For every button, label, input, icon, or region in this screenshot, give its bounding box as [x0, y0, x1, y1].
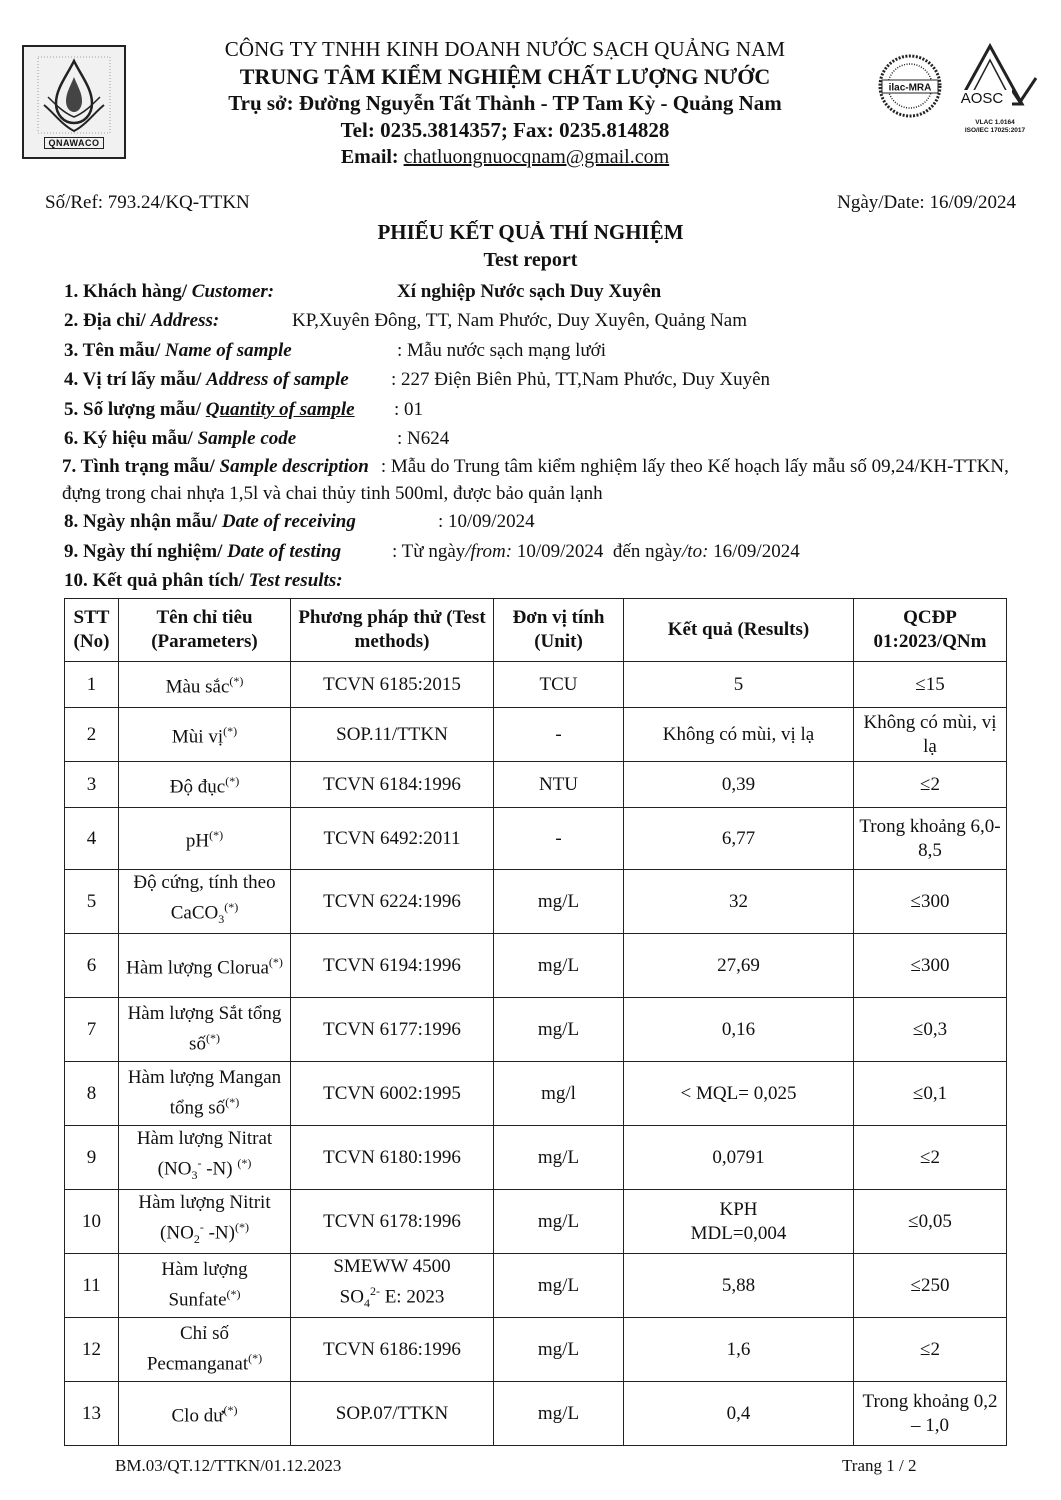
row-number: 10	[65, 1190, 119, 1254]
unit: mg/L	[494, 998, 624, 1062]
row-number: 1	[65, 662, 119, 708]
table-row	[65, 870, 1007, 934]
result-value: Không có mùi, vị lạ	[624, 708, 854, 762]
qnawaco-logo-text: QNAWACO	[44, 137, 103, 149]
accredited-mark: (*)	[268, 955, 283, 970]
row-number: 7	[65, 998, 119, 1062]
row-number: 12	[65, 1318, 119, 1382]
accredited-mark: (*)	[205, 1031, 220, 1046]
row-number: 3	[65, 762, 119, 808]
test-method: TCVN 6194:1996	[291, 934, 494, 998]
info-sample-name: 3. Tên mẫu/ Name of sample : Mẫu nước sạch mạng lưới	[64, 336, 1024, 365]
ilac-mra-icon	[876, 50, 944, 122]
row-number: 8	[65, 1062, 119, 1126]
parameter-name: Hàm lượng Sắt tổng số(*)	[119, 998, 291, 1062]
report-date: Ngày/Date: 16/09/2024	[837, 192, 1016, 213]
info-description: 7. Tình trạng mẫu/ Sample description : Mẫu do Trung tâm kiểm nghiệm lấy theo Kế hoạch lấy mẫu số 09,24/KH-TTKN, đựng trong chai nhựa 1,5l và chai thủy tinh 500ml, được bảo quản lạnh	[62, 456, 1009, 505]
unit: mg/l	[494, 1062, 624, 1126]
table-row	[65, 762, 1007, 808]
standard-limit: ≤2	[854, 1318, 1007, 1382]
unit: -	[494, 708, 624, 762]
standard-limit: Trong khoảng 6,0-8,5	[854, 808, 1007, 870]
table-row	[65, 662, 1007, 708]
info-testing: 9. Ngày thí nghiệm/ Date of testing : Từ ngày/from: 10/09/2024 đến ngày/to: 16/09/2024	[64, 537, 1024, 566]
ilac-text: ilac-MRA	[888, 82, 932, 94]
standard-limit: ≤2	[854, 1126, 1007, 1190]
info-location: 4. Vị trí lấy mẫu/ Address of sample : 227 Điện Biên Phủ, TT,Nam Phước, Duy Xuyên	[64, 365, 1024, 394]
aosc-sub-1: VLAC 1.0164	[975, 119, 1015, 126]
row-number: 2	[65, 708, 119, 762]
test-method: SOP.11/TTKN	[291, 708, 494, 762]
info-results-heading: 10. Kết quả phân tích/ Test results:	[64, 570, 343, 592]
result-value: 0,39	[624, 762, 854, 808]
accredited-mark: (*)	[224, 900, 239, 915]
email-label: Email:	[340, 146, 399, 168]
unit: mg/L	[494, 1318, 624, 1382]
result-value: 5,88	[624, 1254, 854, 1318]
test-method: TCVN 6178:1996	[291, 1190, 494, 1254]
report-title-vn: PHIẾU KẾT QUẢ THÍ NGHIỆM	[377, 220, 684, 244]
parameter-name: Độ cứng, tính theo CaCO$_3$(*)	[119, 870, 291, 934]
col-header-unit: Đơn vị tính (Unit)	[494, 599, 624, 662]
accredited-mark: (*)	[225, 1095, 240, 1110]
test-method: TCVN 6177:1996	[291, 998, 494, 1062]
report-title	[0, 218, 1061, 274]
standard-limit: ≤2	[854, 762, 1007, 808]
parameter-name: Độ đục(*)	[119, 762, 291, 808]
info-code: 6. Ký hiệu mẫu/ Sample code : N624	[64, 424, 1024, 453]
test-method: TCVN 6186:1996	[291, 1318, 494, 1382]
parameter-name: Hàm lượng Sunfate(*)	[119, 1254, 291, 1318]
location-value: : 227 Điện Biên Phủ, TT,Nam Phước, Duy Xuyên	[391, 369, 771, 391]
row-number: 13	[65, 1382, 119, 1446]
standard-limit: ≤0,1	[854, 1062, 1007, 1126]
letterhead	[140, 36, 870, 171]
standard-limit: ≤0,05	[854, 1190, 1007, 1254]
table-row	[65, 1382, 1007, 1446]
result-value: KPH MDL=0,004	[624, 1190, 854, 1254]
test-method: TCVN 6180:1996	[291, 1126, 494, 1190]
test-method: TCVN 6492:2011	[291, 808, 494, 870]
table-row	[65, 808, 1007, 870]
water-drop-logo-icon	[36, 55, 112, 135]
unit: TCU	[494, 662, 624, 708]
row-number: 11	[65, 1254, 119, 1318]
aosc-triangle-icon	[950, 42, 1040, 114]
test-method: SMEWW 4500 $SO_4^{2-}$ E: 2023	[291, 1254, 494, 1318]
sample-info	[64, 277, 1024, 596]
row-number: 9	[65, 1126, 119, 1190]
description-value: : Mẫu do Trung tâm kiểm nghiệm lấy theo Kế hoạch lấy mẫu số 09,24/KH-TTKN, đựng trong chai nhựa 1,5l và chai thủy tinh 500ml, được bảo quản lạnh	[62, 456, 1009, 505]
test-method: SOP.07/TTKN	[291, 1382, 494, 1446]
row-number: 5	[65, 870, 119, 934]
table-row	[65, 1062, 1007, 1126]
col-header-result: Kết quả (Results)	[624, 599, 854, 662]
result-value: 1,6	[624, 1318, 854, 1382]
standard-limit: ≤300	[854, 934, 1007, 998]
company-email-line	[140, 144, 870, 171]
testing-value: : Từ ngày/from: 10/09/2024 đến ngày/to: 16/09/2024	[392, 540, 800, 562]
parameter-name: pH(*)	[119, 808, 291, 870]
results-table	[64, 598, 1007, 1446]
aosc-text: AOSC	[960, 90, 1004, 107]
parameter-name: Hàm lượng Clorua(*)	[119, 934, 291, 998]
qnawaco-logo	[22, 45, 126, 159]
col-header-qc: QCĐP 01:2023/QNm	[854, 599, 1007, 662]
table-body	[65, 662, 1007, 1446]
info-quantity: 5. Số lượng mẫu/ Quantity of sample : 01	[64, 395, 1024, 424]
unit: mg/L	[494, 1382, 624, 1446]
unit: mg/L	[494, 1190, 624, 1254]
result-value: 0,16	[624, 998, 854, 1062]
parameter-name: Chỉ số Pecmanganat(*)	[119, 1318, 291, 1382]
sample-name-value: : Mẫu nước sạch mạng lưới	[397, 339, 607, 361]
unit: NTU	[494, 762, 624, 808]
aosc-logo	[950, 42, 1040, 137]
result-value: 6,77	[624, 808, 854, 870]
standard-limit: ≤15	[854, 662, 1007, 708]
receive-value: : 10/09/2024	[438, 511, 535, 533]
report-title-en: Test report	[483, 249, 578, 271]
result-value: < MQL= 0,025	[624, 1062, 854, 1126]
unit: -	[494, 808, 624, 870]
page-number: Trang 1 / 2	[842, 1456, 917, 1475]
parameter-name: Clo dư(*)	[119, 1382, 291, 1446]
code-value: : N624	[397, 427, 450, 449]
quantity-value: : 01	[394, 398, 424, 420]
company-address: Trụ sở: Đường Nguyễn Tất Thành - TP Tam Kỳ - Quảng Nam	[228, 91, 782, 115]
col-header-stt: STT (No)	[65, 599, 119, 662]
result-value: 0,0791	[624, 1126, 854, 1190]
table-row	[65, 1254, 1007, 1318]
accredited-mark: (*)	[209, 828, 224, 843]
accredited-mark: (*)	[248, 1351, 263, 1366]
form-code: BM.03/QT.12/TTKN/01.12.2023	[115, 1456, 342, 1475]
test-method: TCVN 6184:1996	[291, 762, 494, 808]
table-row	[65, 708, 1007, 762]
table-header-row	[65, 599, 1007, 662]
col-header-method: Phương pháp thử (Test methods)	[291, 599, 494, 662]
accredited-mark: (*)	[237, 1156, 252, 1171]
ilac-mra-logo	[876, 50, 944, 122]
col-header-param: Tên chỉ tiêu (Parameters)	[119, 599, 291, 662]
row-number: 4	[65, 808, 119, 870]
accredited-mark: (*)	[223, 724, 238, 739]
standard-limit: Không có mùi, vị lạ	[854, 708, 1007, 762]
result-value: 0,4	[624, 1382, 854, 1446]
info-receive: 8. Ngày nhận mẫu/ Date of receiving : 10/09/2024	[64, 507, 1024, 536]
table-row	[65, 934, 1007, 998]
customer-value: Xí nghiệp Nước sạch Duy Xuyên	[397, 281, 662, 302]
result-value: 27,69	[624, 934, 854, 998]
test-method: TCVN 6185:2015	[291, 662, 494, 708]
accredited-mark: (*)	[223, 1403, 238, 1418]
aosc-sub-2: ISO/IEC 17025:2017	[964, 127, 1026, 134]
info-address: 2. Địa chỉ/ Address: KP,Xuyên Đông, TT, Nam Phước, Duy Xuyên, Quảng Nam	[64, 306, 1024, 335]
unit: mg/L	[494, 1126, 624, 1190]
standard-limit: ≤300	[854, 870, 1007, 934]
accredited-mark: (*)	[229, 674, 244, 689]
parameter-name: Hàm lượng Nitrit ($NO_2^-$ -N)(*)	[119, 1190, 291, 1254]
row-number: 6	[65, 934, 119, 998]
parameter-name: Mùi vị(*)	[119, 708, 291, 762]
test-method: TCVN 6002:1995	[291, 1062, 494, 1126]
parameter-name: Hàm lượng Nitrat ($NO_3^-$ -N) (*)	[119, 1126, 291, 1190]
unit: mg/L	[494, 870, 624, 934]
standard-limit: ≤0,3	[854, 998, 1007, 1062]
table-row	[65, 1318, 1007, 1382]
center-name: TRUNG TÂM KIỂM NGHIỆM CHẤT LƯỢNG NƯỚC	[239, 64, 771, 89]
address-value: KP,Xuyên Đông, TT, Nam Phước, Duy Xuyên, Quảng Nam	[292, 310, 748, 332]
accredited-mark: (*)	[226, 1287, 241, 1302]
parameter-name: Hàm lượng Mangan tổng số(*)	[119, 1062, 291, 1126]
company-phone: Tel: 0235.3814357; Fax: 0235.814828	[340, 118, 670, 142]
parameter-name: Màu sắc(*)	[119, 662, 291, 708]
unit: mg/L	[494, 934, 624, 998]
table-row	[65, 1126, 1007, 1190]
table-row	[65, 1190, 1007, 1254]
result-value: 5	[624, 662, 854, 708]
info-customer: 1. Khách hàng/ Customer: Xí nghiệp Nước sạch Duy Xuyên	[64, 277, 1024, 306]
test-method: TCVN 6224:1996	[291, 870, 494, 934]
email-link[interactable]: chatluongnuocqnam@gmail.com	[403, 146, 670, 168]
standard-limit: ≤250	[854, 1254, 1007, 1318]
reference-number: Số/Ref: 793.24/KQ-TTKN	[45, 192, 250, 213]
accredited-mark: (*)	[225, 774, 240, 789]
accredited-mark: (*)	[234, 1220, 249, 1235]
unit: mg/L	[494, 1254, 624, 1318]
company-name: CÔNG TY TNHH KINH DOANH NƯỚC SẠCH QUẢNG NAM	[224, 37, 786, 61]
table-row	[65, 998, 1007, 1062]
result-value: 32	[624, 870, 854, 934]
standard-limit: Trong khoảng 0,2 – 1,0	[854, 1382, 1007, 1446]
